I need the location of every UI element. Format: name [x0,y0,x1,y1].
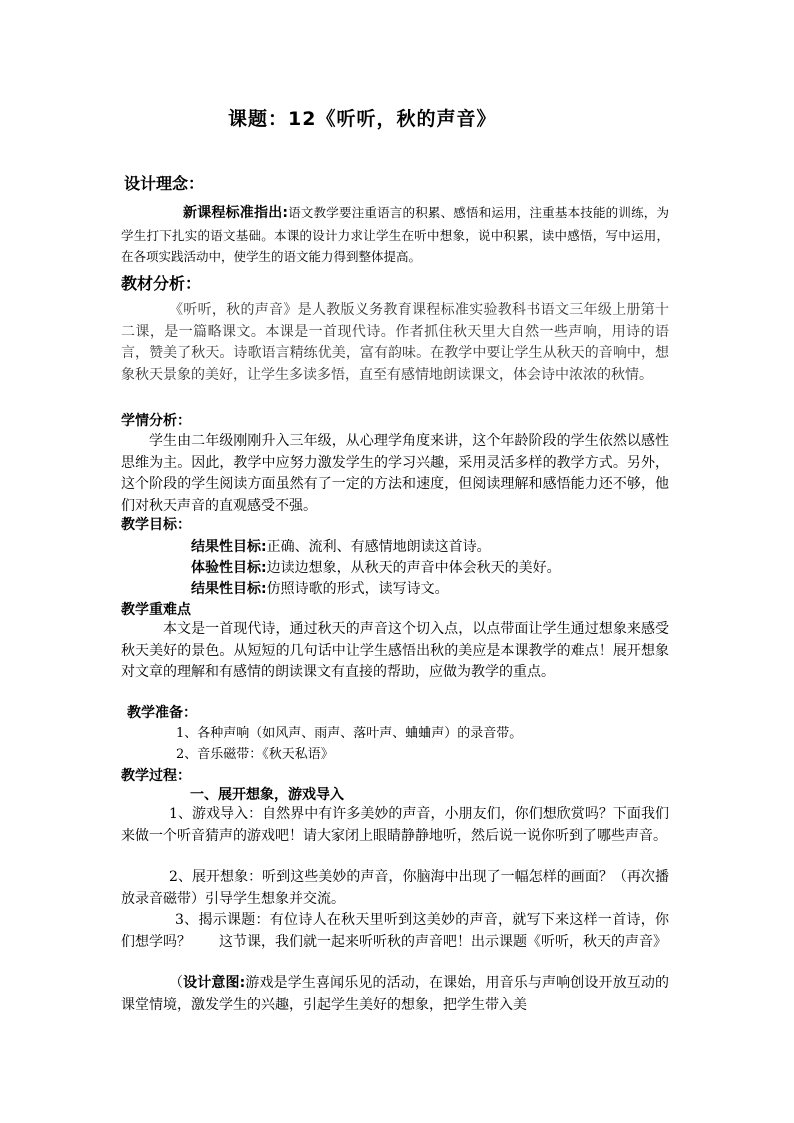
objectives-heading: 教学目标： [121,517,191,533]
design-intent-paragraph [121,973,669,1016]
process-step: 1、游戏导入：自然界中有许多美妙的声音，小朋友们，你们想欣赏吗？下面我们来做一个听音猜声的游戏吧！请大家闭上眼睛静静地听，然后说一说你听到了哪些声音。 [121,806,669,844]
objective-item [191,578,449,598]
process-section-heading: 一、展开想象，游戏导入 [190,787,344,803]
objective-item [191,557,561,577]
design-concept-text: 语文教学要注重语言的积累、感悟和运用，注重基本技能的训练，为学生打下扎实的语文基础。本课的设计力求让学生在听中想象，说中积累，读中感悟，写中运用，在各项实践活动中，使学生的语文能力得到整体提高。 [121,205,669,264]
material-analysis-text: 《听听，秋的声音》是人教版义务教育课程标准实验教科书语文三年级上册第十二课，是一篇略课文。本课是一首现代诗。作者抓住秋天里大自然一些声响，用诗的语言，赞美了秋天。诗歌语言精练优美，富有韵味。在教学中要让学生从秋天的音响中，想象秋天景象的美好，让学生多读多悟，直至有感情地朗读课文，体会诗中浓浓的秋情。 [121,302,669,384]
student-analysis-heading: 学情分析： [121,413,191,429]
objective-text: 正确、流利、有感情地朗读这首诗。 [266,539,491,555]
objective-label: 结果性目标: [191,539,267,555]
preparation-item: 2、音乐磁带：《秋天私语》 [176,747,334,762]
objective-text: 边读边想象，从秋天的声音中体会秋天的美好。 [266,560,561,576]
key-points-heading: 教学重难点 [121,602,191,618]
student-analysis-text: 学生由二年级刚刚升入三年级，从心理学角度来讲，这个年龄阶段的学生依然以感性思维为主。因此，教学中应努力激发学生的学习兴趣，采用灵活多样的教学方式。另外，这个阶段的学生阅读方面虽然有了一定的方法和速度，但阅读理解和感悟能力还不够，他们对秋天声音的直观感受不强。 [121,433,669,515]
process-step: 3、揭示课题：有位诗人在秋天里听到这美妙的声音，就写下来这样一首诗，你们想学吗？ 这节课，我们就一起来听听秋的声音吧！出示课题《听听，秋天的声音》 [121,912,669,950]
objective-item [191,536,491,556]
material-analysis-heading: 教材分析： [121,274,202,293]
objective-text: 仿照诗歌的形式，读写诗文。 [266,581,449,597]
objective-label: 结果性目标: [191,581,267,597]
design-concept-heading: 设计理念： [124,174,205,193]
design-intent-open-paren: （ [169,975,184,991]
objective-label: 体验性目标: [191,560,267,576]
design-intent-label: 设计意图: [183,975,246,991]
process-heading: 教学过程： [121,768,191,784]
process-step: 2、展开想象：听到这些美妙的声音，你脑海中出现了一幅怎样的画面？（再次播放录音磁带）引导学生想象并交流。 [121,869,669,907]
preparation-heading: 教学准备： [127,705,197,721]
design-concept-label: 新课程标准指出: [183,205,288,221]
key-points-text: 本文是一首现代诗，通过秋天的声音这个切入点，以点带面让学生通过想象来感受秋天美好的景色。从短短的几句话中让学生感悟出秋的美应是本课教学的难点！展开想象对文章的理解和有感情的朗读课文有直接的帮助，应做为教学的重点。 [121,621,669,681]
design-intent-text: 游戏是学生喜闻乐见的活动，在课始，用音乐与声响创设开放互动的课堂情境，激发学生的兴趣，引起学生美好的想象，把学生带入美 [121,975,670,1013]
preparation-item: 1、各种声响（如风声、雨声、落叶声、蛐蛐声）的录音带。 [176,726,523,741]
lesson-title: 课题：12《听听，秋的声音》 [228,108,497,130]
design-concept-paragraph [121,202,669,268]
